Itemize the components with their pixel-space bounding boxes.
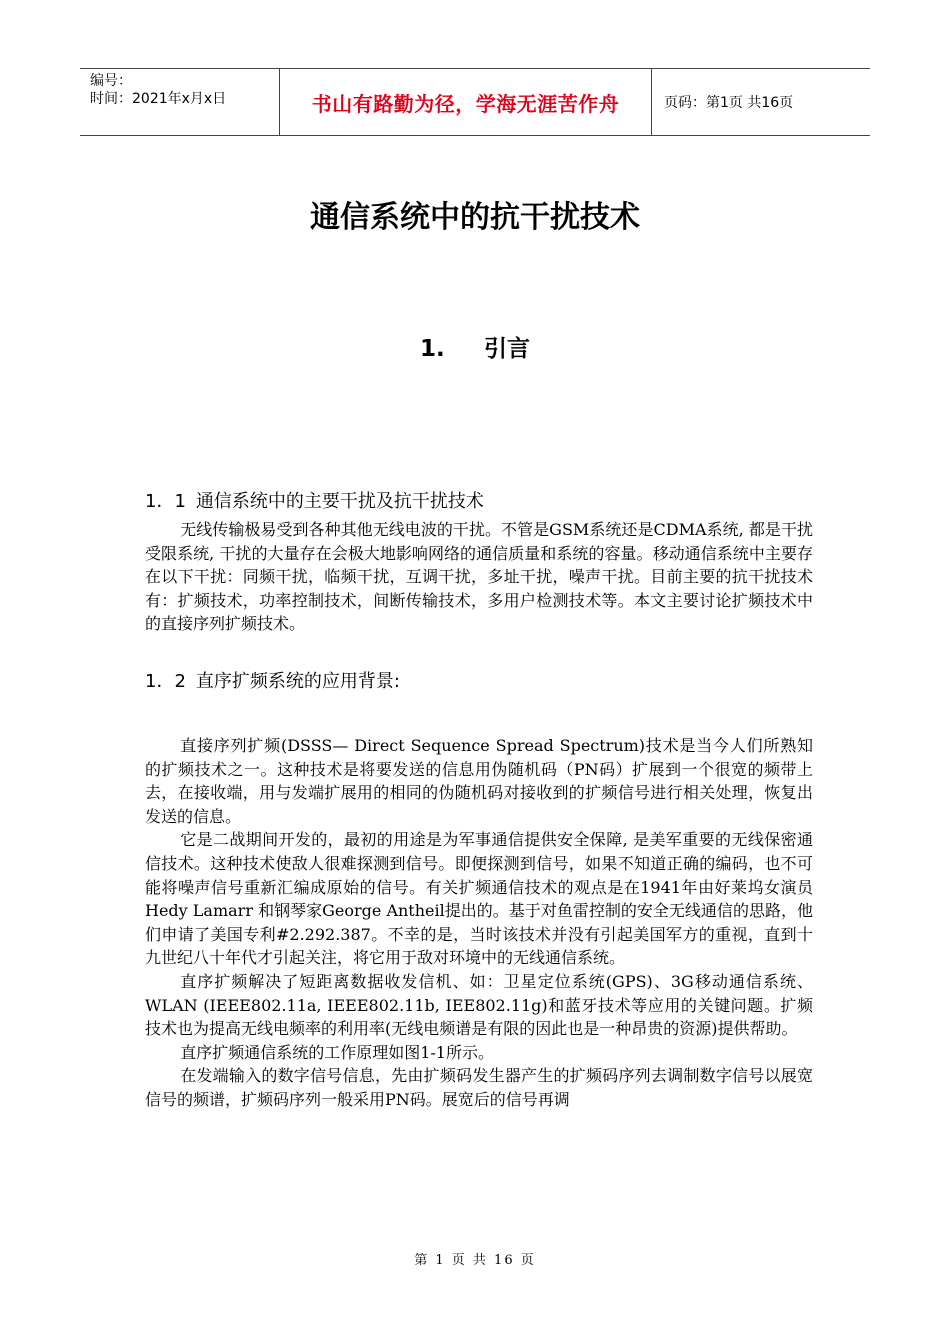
header-motto-cell (280, 69, 652, 135)
section-number: 1. (420, 336, 445, 362)
motto-text: 书山有路勤为径，学海无涯苦作舟 (311, 91, 620, 116)
header-meta-cell (80, 69, 280, 135)
paragraph: 无线传输极易受到各种其他无线电波的干扰。不管是GSM系统还是CDMA系统, 都是干扰受限系统, 干扰的大量存在会极大地影响网络的通信质量和系统的容量。移动通信系统中主要存在以下干扰：同频干扰，临频干扰，互调干扰，多址干扰，噪声干扰。目前主要的抗干扰技术有：扩频技术，功率控制技术，间断传输技术，多用户检测技术等。本文主要讨论扩频技术中的直接序列扩频技术。 (145, 520, 813, 634)
subsection-heading-1 (145, 490, 813, 514)
number-label: 编号： (90, 73, 132, 89)
paragraph: 它是二战期间开发的，最初的用途是为军事通信提供安全保障, 是美军重要的无线保密通信技术。这种技术使敌人很难探测到信号。即便探测到信号，如果不知道正确的编码，也不可能将噪声信号重新汇编成原始的信号。有关扩频通信技术的观点是在1941年由好莱坞女演员Hedy Lamarr 和钢琴家George Antheil提出的。基于对鱼雷控制的安全无线通信的思路，他们申请了美国专利#2.292.387。不幸的是，当时该技术并没有引起美国军方的重视，直到十九世纪八十年代才引起关注，将它用于敌对环境中的无线通信系统。 (145, 830, 813, 968)
page-info: 页码：第1页 共16页 (664, 95, 794, 111)
subsection-title: 直序扩频系统的应用背景: (195, 670, 400, 692)
section-heading (0, 330, 950, 363)
subsection-heading-2 (145, 670, 813, 694)
section-title: 引言 (484, 336, 530, 362)
header-table (80, 68, 870, 136)
subsection-number: 1．2 (145, 670, 186, 692)
header-page-cell (652, 69, 870, 135)
page-footer: 第 1 页 共 16 页 (414, 1253, 536, 1268)
time-label: 时间：2021年x月x日 (90, 91, 227, 107)
paragraph: 直序扩频通信系统的工作原理如图1-1所示。 (180, 1042, 494, 1062)
subsection-title: 通信系统中的主要干扰及抗干扰技术 (195, 491, 484, 512)
document-body (145, 490, 813, 1111)
document-title: 通信系统中的抗干扰技术 (310, 200, 640, 235)
paragraph: 直序扩频解决了短距离数据收发信机、如：卫星定位系统(GPS)、3G移动通信系统、WLAN (IEEE802.11a, IEEE802.11b, IEE802.11g)和蓝牙技术等应用的关键问题。扩频技术也为提高无线电频率的利用率(无线电频谱是有限的因此也是一种昂贵的资源)提供帮助。 (145, 971, 813, 1039)
subsection-number: 1．1 (145, 491, 186, 512)
paragraph: 在发端输入的数字信号信息，先由扩频码发生器产生的扩频码序列去调制数字信号以展宽信号的频谱，扩频码序列一般采用PN码。展宽后的信号再调 (145, 1066, 813, 1109)
paragraph: 直接序列扩频(DSSS— Direct Sequence Spread Spectrum)技术是当今人们所熟知的扩频技术之一。这种技术是将要发送的信息用伪随机码（PN码）扩展到一个很宽的频带上去，在接收端，用与发端扩展用的相同的伪随机码对接收到的扩频信号进行相关处理，恢复出发送的信息。 (145, 735, 813, 826)
